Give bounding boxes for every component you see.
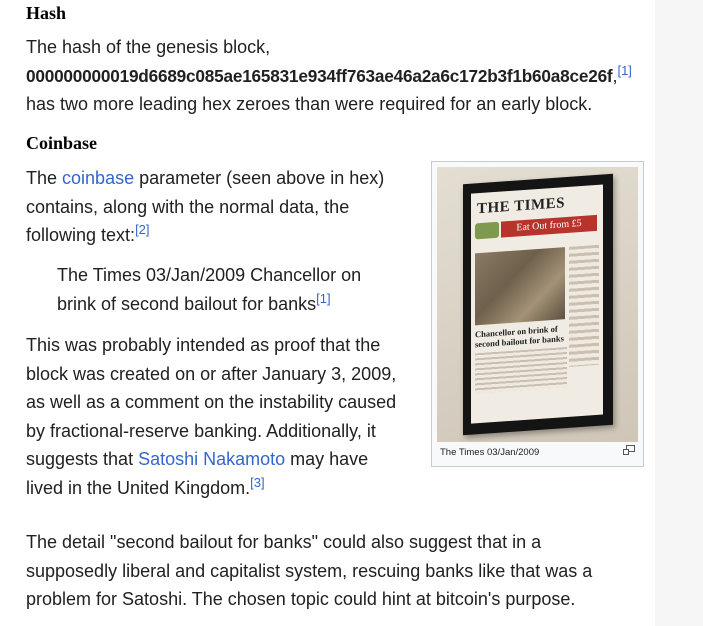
section-heading-hash: Hash	[26, 3, 67, 23]
newspaper-text-columns	[475, 347, 567, 393]
newspaper-banner: Eat Out from £5	[501, 215, 597, 238]
p2-line-1: This was probably intended as proof that the	[26, 335, 381, 355]
coinbase-p1-line-1	[26, 164, 426, 193]
times-newspaper-image[interactable]	[437, 167, 638, 442]
text-run: may have	[285, 449, 369, 469]
hash-paragraph	[26, 33, 703, 119]
coinbase-paragraph-2	[26, 331, 426, 502]
coinbase-quote	[57, 261, 427, 318]
newspaper-masthead: THE TIMES	[477, 195, 566, 218]
citation-link-1[interactable]: [1]	[617, 62, 632, 78]
p2-line-2: block was created on or after January 3, 2009,	[26, 363, 397, 384]
hash-line-2	[26, 62, 703, 91]
enlarge-icon-svg	[623, 445, 635, 455]
text-run: suggests that	[26, 449, 139, 469]
p3-line-1: The detail "second bailout for banks" could also suggest that in a	[26, 532, 542, 552]
newspaper-front-page	[471, 184, 603, 423]
genesis-hash-value: 000000000019d6689c085ae165831e934ff763ae46a2a6c172b3f1b60a8ce26f	[26, 65, 613, 86]
satoshi-nakamoto-link[interactable]: Satoshi Nakamoto	[138, 449, 286, 469]
coinbase-p1-line-2: contains, along with the normal data, the	[26, 196, 350, 217]
food-photo	[475, 222, 499, 240]
p2-line-6	[26, 474, 426, 503]
quote-line-2	[57, 290, 427, 319]
figure-caption: The Times 03/Jan/2009	[440, 447, 540, 458]
enlarge-icon[interactable]	[623, 445, 635, 458]
hash-line-1: The hash of the genesis block,	[26, 37, 271, 57]
text-run: brink of second bailout for banks	[57, 293, 317, 314]
p2-line-5	[26, 445, 426, 474]
p3-line-3: problem for Satoshi. The chosen topic could hint at bitcoin's purpose.	[26, 589, 576, 609]
coinbase-paragraph-3	[26, 528, 656, 614]
picture-frame	[463, 174, 613, 435]
newspaper-side-column	[569, 245, 599, 367]
hash-line-3: has two more leading hex zeroes than were required for an early block.	[26, 94, 593, 114]
newspaper-main-photo	[475, 247, 565, 325]
quote-line-1: The Times 03/Jan/2009 Chancellor on	[57, 265, 362, 285]
p3-line-2: supposedly liberal and capitalist system, rescuing banks like that was a	[26, 560, 593, 581]
p2-line-4: by fractional-reserve banking. Additionally, it	[26, 420, 376, 441]
text-run: lived in the United Kingdom.	[26, 477, 251, 498]
newspaper-headline: Chancellor on brink of second bailout for banks	[475, 323, 564, 350]
coinbase-paragraph-1	[26, 164, 426, 250]
citation-link-3[interactable]: [3]	[250, 474, 265, 490]
section-heading-coinbase: Coinbase	[26, 133, 98, 153]
text-run: following text:	[26, 225, 136, 245]
text-run: parameter (seen above in hex)	[134, 168, 385, 188]
coinbase-p1-line-3	[26, 221, 426, 250]
text-run: The	[26, 168, 63, 188]
hash-comma: ,	[612, 65, 618, 86]
citation-link-2[interactable]: [2]	[135, 222, 150, 237]
p2-line-3: as well as a comment on the instability caused	[26, 392, 397, 412]
thumbnail-figure	[431, 161, 644, 467]
citation-link-1b[interactable]: [1]	[316, 290, 331, 306]
coinbase-link[interactable]: coinbase	[62, 168, 135, 188]
